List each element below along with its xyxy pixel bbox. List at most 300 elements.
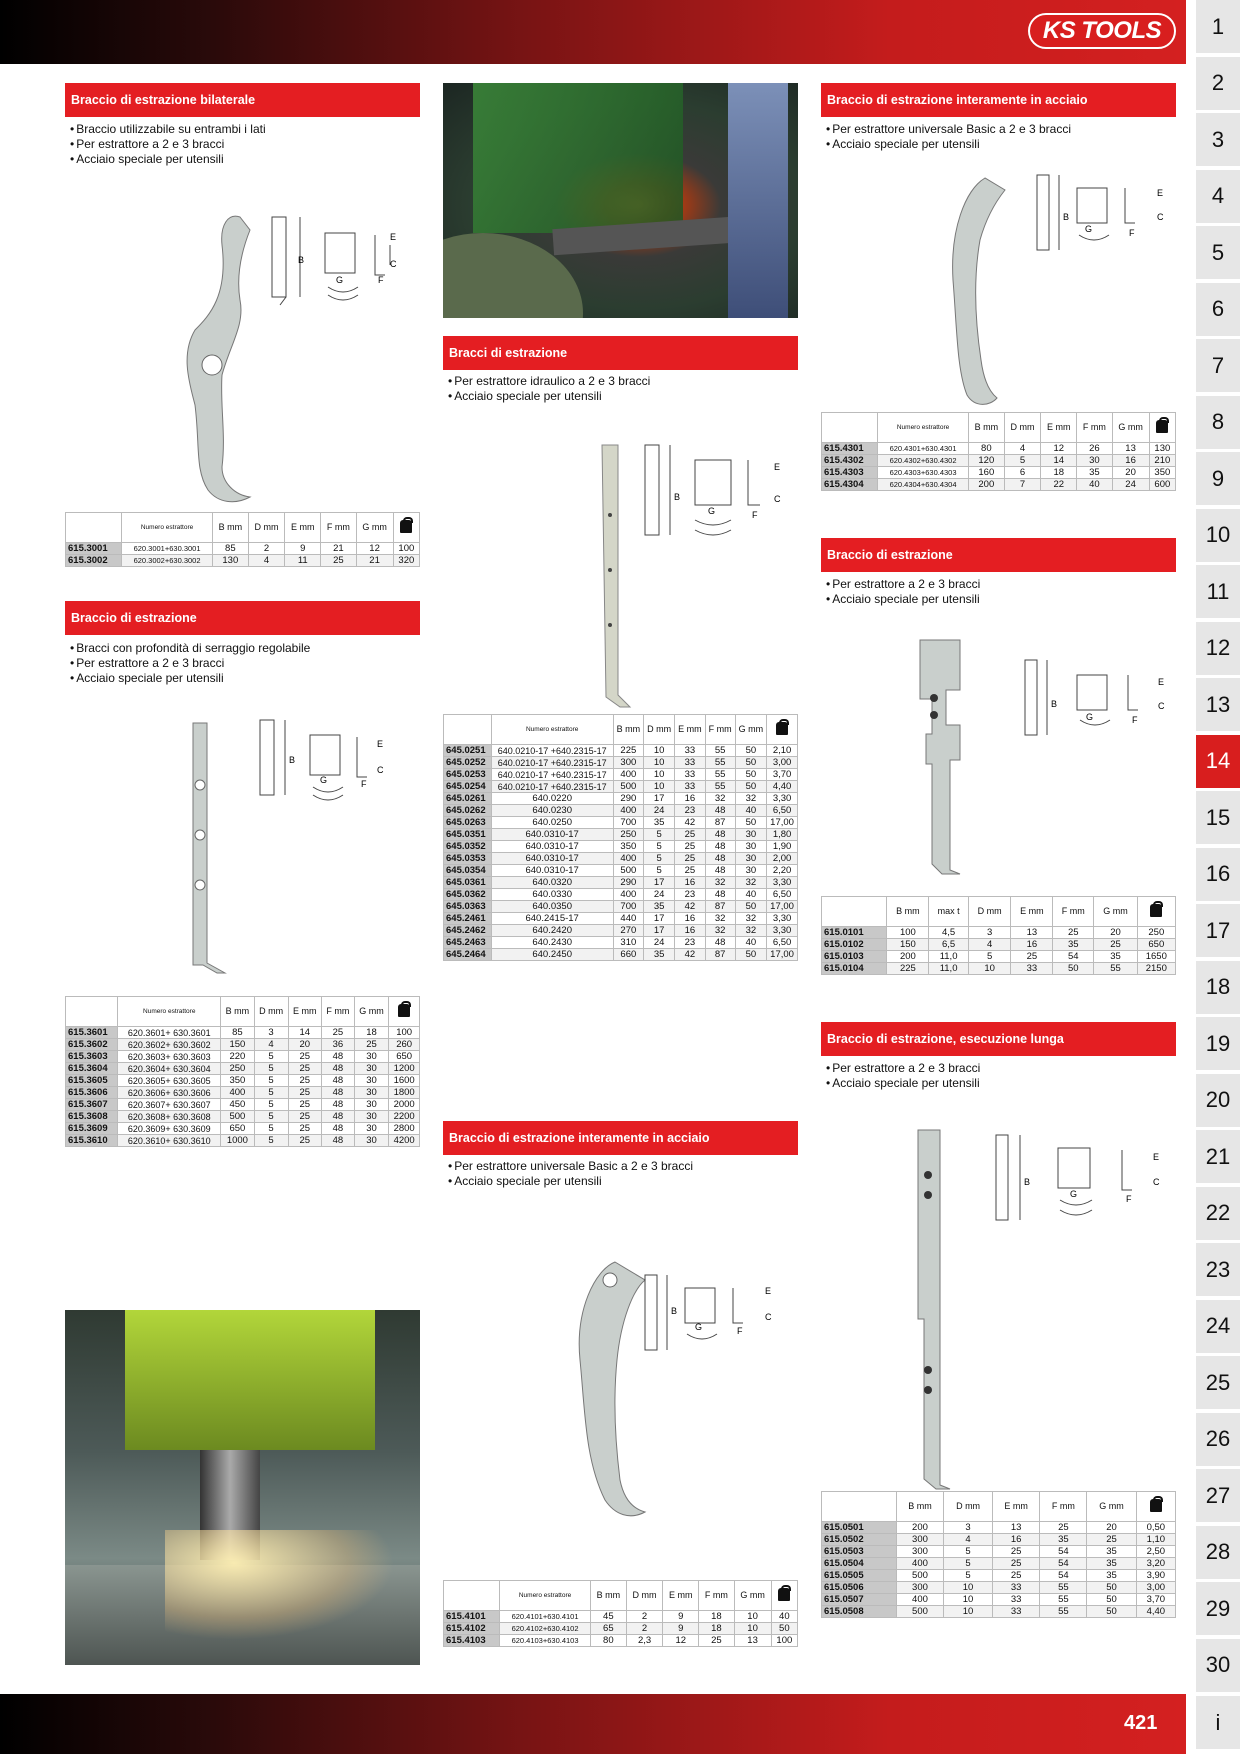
table-cell: 24 (644, 805, 675, 817)
chapter-tab-29[interactable]: 29 (1196, 1582, 1240, 1635)
table-row (66, 1075, 420, 1087)
article-code: 615.4303 (822, 467, 878, 479)
table-cell: 640.0320 (491, 877, 613, 889)
table-cell: 33 (992, 1594, 1040, 1606)
table-cell: 35 (644, 901, 675, 913)
chapter-tab-6[interactable]: 6 (1196, 283, 1240, 336)
table-cell: 25 (288, 1063, 321, 1075)
table-cell: 87 (705, 901, 735, 913)
column-header: F mm (1040, 1492, 1087, 1522)
column-header: D mm (968, 897, 1011, 927)
table-cell: 3,00 (767, 757, 798, 769)
chapter-tab-21[interactable]: 21 (1196, 1130, 1240, 1183)
chapter-tab-i[interactable]: i (1196, 1696, 1240, 1749)
table-cell: 225 (613, 745, 644, 757)
table-cell: 35 (1077, 467, 1112, 479)
dim-label-c: C (1153, 1177, 1160, 1187)
steel-arm-drawing-large (935, 170, 1175, 410)
dim-label-g: G (708, 506, 716, 516)
dim-label-f: F (1132, 715, 1138, 725)
table-cell: 18 (1041, 467, 1077, 479)
chapter-tab-25[interactable]: 25 (1196, 1356, 1240, 1409)
table-cell: 130 (1149, 443, 1175, 455)
dim-label-b: B (674, 492, 681, 502)
chapter-tab-13[interactable]: 13 (1196, 678, 1240, 731)
table-header-row (822, 413, 1176, 443)
table-row (444, 853, 798, 865)
table-cell: 600 (1149, 479, 1175, 491)
chapter-tab-5[interactable]: 5 (1196, 226, 1240, 279)
table-cell: 400 (613, 889, 644, 901)
chapter-tab-16[interactable]: 16 (1196, 848, 1240, 901)
chapter-tab-15[interactable]: 15 (1196, 791, 1240, 844)
table-cell: 12 (663, 1635, 699, 1647)
table-cell: 4 (254, 1039, 288, 1051)
table-cell: 3,90 (1136, 1570, 1175, 1582)
forge-photo (443, 83, 798, 318)
table-cell: 85 (221, 1027, 254, 1039)
table-cell: 500 (896, 1606, 944, 1618)
article-code: 645.2463 (444, 937, 492, 949)
chapter-tab-1[interactable]: 1 (1196, 0, 1240, 53)
column-header (1149, 413, 1175, 443)
table-row (822, 1570, 1176, 1582)
column-header: F mm (1077, 413, 1112, 443)
table-header-row (66, 997, 420, 1027)
table-cell: 35 (1094, 951, 1137, 963)
table-cell: 30 (354, 1135, 389, 1147)
dim-label-g: G (1070, 1189, 1078, 1199)
table-row (822, 467, 1176, 479)
article-code: 615.0501 (822, 1522, 897, 1534)
bullet-list (448, 1159, 693, 1189)
table-cell: 300 (613, 757, 644, 769)
column-header: max t (929, 897, 969, 927)
table-cell: 3 (944, 1522, 993, 1534)
article-code: 645.0262 (444, 805, 492, 817)
table-cell: 25 (675, 829, 706, 841)
spec-table (443, 714, 798, 961)
table-cell: 50 (771, 1623, 797, 1635)
table-row (444, 757, 798, 769)
table-cell: 200 (887, 951, 929, 963)
table-cell: 32 (705, 793, 735, 805)
chapter-tab-12[interactable]: 12 (1196, 622, 1240, 675)
column-header: D mm (626, 1581, 663, 1611)
table-cell: 10 (644, 769, 675, 781)
table-cell: 1200 (389, 1063, 420, 1075)
article-code: 645.0251 (444, 745, 492, 757)
bullet-item: • Acciaio speciale per utensili (448, 1174, 693, 1189)
chapter-tab-17[interactable]: 17 (1196, 904, 1240, 957)
header-blank-cell (822, 897, 887, 927)
table-cell: 20 (1112, 467, 1149, 479)
table-cell: 9 (285, 543, 321, 555)
dim-label-b: B (1024, 1177, 1031, 1187)
table-row (66, 543, 420, 555)
section-title: Braccio di estrazione (65, 601, 420, 635)
column-header: D mm (254, 997, 288, 1027)
table-cell: 32 (735, 925, 767, 937)
chapter-tab-11[interactable]: 11 (1196, 565, 1240, 618)
chapter-tab-2[interactable]: 2 (1196, 57, 1240, 110)
table-cell: 620.3603+ 630.3603 (118, 1051, 221, 1063)
table-row (822, 1606, 1176, 1618)
article-code: 615.0504 (822, 1558, 897, 1570)
table-cell: 25 (288, 1051, 321, 1063)
table-cell: 2,3 (626, 1635, 663, 1647)
long-arm-drawing (900, 1120, 1175, 1490)
dim-label-c: C (377, 765, 384, 775)
table-cell: 33 (992, 1582, 1040, 1594)
table-cell: 200 (896, 1522, 944, 1534)
article-code: 615.0506 (822, 1582, 897, 1594)
article-code: 615.3603 (66, 1051, 118, 1063)
table-cell: 25 (288, 1123, 321, 1135)
column-header: E mm (1011, 897, 1053, 927)
column-header: Numero estrattore (122, 513, 213, 543)
table-cell: 5 (644, 841, 675, 853)
table-cell: 11,0 (929, 951, 969, 963)
table-cell: 16 (675, 793, 706, 805)
table-cell: 55 (1094, 963, 1137, 975)
table-cell: 5 (644, 853, 675, 865)
table-cell: 620.3604+ 630.3604 (118, 1063, 221, 1075)
weight-icon (778, 1588, 790, 1601)
table-cell: 65 (590, 1623, 626, 1635)
table-cell: 30 (1077, 455, 1112, 467)
table-cell: 33 (675, 745, 706, 757)
table-cell: 30 (735, 841, 767, 853)
chapter-tab-8[interactable]: 8 (1196, 396, 1240, 449)
table-row (444, 877, 798, 889)
table-cell: 25 (1087, 1534, 1136, 1546)
dim-label-b: B (289, 755, 296, 765)
weight-icon (776, 722, 788, 735)
article-code: 615.3609 (66, 1123, 118, 1135)
table-cell: 2,50 (1136, 1546, 1175, 1558)
article-code: 645.0254 (444, 781, 492, 793)
table-cell: 400 (896, 1594, 944, 1606)
table-cell: 25 (1040, 1522, 1087, 1534)
table-cell: 220 (221, 1051, 254, 1063)
chapter-tab-24[interactable]: 24 (1196, 1300, 1240, 1353)
table-cell: 6 (1004, 467, 1041, 479)
table-cell: 30 (354, 1051, 389, 1063)
table-cell: 3,30 (767, 877, 798, 889)
table-cell: 660 (613, 949, 644, 961)
table-row (444, 937, 798, 949)
table-row (822, 1582, 1176, 1594)
table-cell: 55 (1040, 1594, 1087, 1606)
dim-label-b: B (1051, 699, 1058, 709)
table-row (444, 829, 798, 841)
table-row (444, 913, 798, 925)
table-cell: 270 (613, 925, 644, 937)
table-row (444, 793, 798, 805)
chapter-tab-10[interactable]: 10 (1196, 509, 1240, 562)
table-cell: 4200 (389, 1135, 420, 1147)
table-cell: 55 (705, 781, 735, 793)
table-cell: 250 (1137, 927, 1175, 939)
spec-table (821, 896, 1176, 975)
chapter-tab-4[interactable]: 4 (1196, 170, 1240, 223)
table-cell: 12 (1041, 443, 1077, 455)
table-cell: 25 (699, 1635, 734, 1647)
column-header: E mm (992, 1492, 1040, 1522)
dim-label-b: B (1063, 212, 1070, 222)
table-cell: 640.0230 (491, 805, 613, 817)
table-cell: 42 (675, 949, 706, 961)
table-cell: 23 (675, 937, 706, 949)
chapter-tab-7[interactable]: 7 (1196, 339, 1240, 392)
table-cell: 620.4304+630.4304 (878, 479, 969, 491)
table-cell: 10 (644, 757, 675, 769)
header-blank-cell (444, 715, 492, 745)
table-cell: 50 (735, 757, 767, 769)
table-cell: 25 (288, 1135, 321, 1147)
table-cell: 640.0330 (491, 889, 613, 901)
table-cell: 2,10 (767, 745, 798, 757)
chapter-tab-20[interactable]: 20 (1196, 1074, 1240, 1127)
bilateral-arm-drawing (150, 205, 400, 510)
table-cell: 18 (699, 1623, 734, 1635)
table-row (66, 1087, 420, 1099)
chapter-tab-26[interactable]: 26 (1196, 1413, 1240, 1466)
table-row (822, 443, 1176, 455)
column-header: G mm (1094, 897, 1137, 927)
table-cell: 400 (613, 853, 644, 865)
dim-label-f: F (752, 510, 758, 520)
table-cell: 50 (735, 769, 767, 781)
table-cell: 640.0310-17 (491, 841, 613, 853)
table-cell: 18 (699, 1611, 734, 1623)
table-cell: 5 (968, 951, 1011, 963)
table-row (66, 1051, 420, 1063)
chapter-tab-22[interactable]: 22 (1196, 1187, 1240, 1240)
chapter-tab-9[interactable]: 9 (1196, 452, 1240, 505)
chapter-tab-28[interactable]: 28 (1196, 1526, 1240, 1579)
article-code: 645.2461 (444, 913, 492, 925)
table-row (444, 901, 798, 913)
article-code: 615.4301 (822, 443, 878, 455)
table-row (444, 745, 798, 757)
table-cell: 5 (944, 1546, 993, 1558)
table-cell: 7 (1004, 479, 1041, 491)
table-cell: 20 (1087, 1522, 1136, 1534)
column-header (393, 513, 419, 543)
header-blank-cell (822, 413, 878, 443)
table-cell: 400 (613, 769, 644, 781)
table-cell: 21 (356, 555, 393, 567)
table-cell: 13 (992, 1522, 1040, 1534)
table-cell: 32 (705, 877, 735, 889)
bullet-item: • Acciaio speciale per utensili (826, 1076, 980, 1091)
table-cell: 4,40 (767, 781, 798, 793)
article-code: 615.4103 (444, 1635, 500, 1647)
bullet-item: • Acciaio speciale per utensili (826, 592, 980, 607)
table-cell: 30 (354, 1075, 389, 1087)
header-blank-cell (66, 997, 118, 1027)
table-cell: 620.3610+ 630.3610 (118, 1135, 221, 1147)
table-cell: 55 (1040, 1582, 1087, 1594)
table-cell: 440 (613, 913, 644, 925)
dim-label-f: F (378, 275, 384, 285)
chapter-tab-30[interactable]: 30 (1196, 1639, 1240, 1692)
table-cell: 620.3605+ 630.3605 (118, 1075, 221, 1087)
table-cell: 25 (992, 1570, 1040, 1582)
bullet-item: • Per estrattore a 2 e 3 bracci (826, 577, 980, 592)
table-cell: 3 (254, 1027, 288, 1039)
table-cell: 3,20 (1136, 1558, 1175, 1570)
section-title: Braccio di estrazione bilaterale (65, 83, 420, 117)
table-cell: 9 (663, 1623, 699, 1635)
table-cell: 5 (644, 865, 675, 877)
table-cell: 10 (968, 963, 1011, 975)
table-cell: 48 (705, 841, 735, 853)
weight-icon (1156, 420, 1168, 433)
table-cell: 650 (389, 1051, 420, 1063)
bullet-item: • Acciaio speciale per utensili (70, 671, 310, 686)
table-cell: 16 (675, 925, 706, 937)
table-cell: 24 (1112, 479, 1149, 491)
column-header (1136, 1492, 1175, 1522)
column-header: B mm (968, 413, 1004, 443)
chapter-tab-3[interactable]: 3 (1196, 113, 1240, 166)
dim-label-e: E (765, 1286, 772, 1296)
table-cell: 5 (254, 1099, 288, 1111)
dim-label-g: G (1085, 224, 1093, 234)
table-row (444, 805, 798, 817)
dim-label-b: B (671, 1306, 678, 1316)
table-row (444, 841, 798, 853)
table-cell: 3,00 (1136, 1582, 1175, 1594)
table-cell: 10 (734, 1623, 771, 1635)
table-cell: 42 (675, 901, 706, 913)
table-cell: 10 (644, 781, 675, 793)
table-cell: 50 (1087, 1594, 1136, 1606)
table-cell: 620.3002+630.3002 (122, 555, 213, 567)
table-cell: 400 (613, 805, 644, 817)
table-cell: 5 (254, 1075, 288, 1087)
table-cell: 210 (1149, 455, 1175, 467)
bullet-item: • Acciaio speciale per utensili (70, 152, 266, 167)
table-cell: 35 (1087, 1546, 1136, 1558)
table-cell: 620.4101+630.4101 (500, 1611, 591, 1623)
chapter-tab-19[interactable]: 19 (1196, 1017, 1240, 1070)
table-cell: 14 (1041, 455, 1077, 467)
table-header-row (822, 897, 1176, 927)
table-cell: 35 (1053, 939, 1094, 951)
dim-label-g: G (320, 775, 328, 785)
table-cell: 30 (354, 1099, 389, 1111)
table-cell: 5 (254, 1051, 288, 1063)
table-cell: 3,30 (767, 913, 798, 925)
column-header: E mm (285, 513, 321, 543)
table-cell: 620.3601+ 630.3601 (118, 1027, 221, 1039)
table-cell: 5 (644, 829, 675, 841)
table-cell: 100 (389, 1027, 420, 1039)
dim-label-g: G (695, 1322, 703, 1332)
table-cell: 30 (354, 1087, 389, 1099)
table-cell: 25 (675, 841, 706, 853)
table-cell: 55 (705, 757, 735, 769)
table-cell: 640.2450 (491, 949, 613, 961)
table-row (66, 1135, 420, 1147)
table-cell: 33 (675, 757, 706, 769)
article-code: 645.0362 (444, 889, 492, 901)
adjustable-arm-drawing (185, 715, 405, 990)
chapter-tab-18[interactable]: 18 (1196, 961, 1240, 1014)
table-cell: 18 (354, 1027, 389, 1039)
column-header (767, 715, 798, 745)
table-cell: 48 (321, 1075, 354, 1087)
bullet-list (70, 641, 310, 686)
table-row (66, 1123, 420, 1135)
table-cell: 42 (675, 817, 706, 829)
table-row (822, 1534, 1176, 1546)
chapter-tab-14[interactable]: 14 (1196, 735, 1240, 788)
header-blank-cell (66, 513, 122, 543)
table-cell: 22 (1041, 479, 1077, 491)
table-cell: 640.2430 (491, 937, 613, 949)
article-code: 615.0102 (822, 939, 887, 951)
table-cell: 2 (626, 1611, 663, 1623)
table-cell: 35 (1040, 1534, 1087, 1546)
table-row (822, 1546, 1176, 1558)
table-cell: 130 (212, 555, 248, 567)
article-code: 645.2462 (444, 925, 492, 937)
bullet-item: • Bracci con profondità di serraggio regolabile (70, 641, 310, 656)
table-cell: 4 (248, 555, 285, 567)
table-cell: 13 (734, 1635, 771, 1647)
dim-label-e: E (774, 462, 781, 472)
table-cell: 10 (944, 1582, 993, 1594)
table-cell: 87 (705, 949, 735, 961)
table-cell: 640.0210-17 +640.2315-17 (491, 781, 613, 793)
table-cell: 32 (735, 913, 767, 925)
table-cell: 120 (968, 455, 1004, 467)
table-cell: 21 (321, 543, 356, 555)
table-cell: 48 (705, 829, 735, 841)
table-row (822, 1594, 1176, 1606)
table-cell: 290 (613, 877, 644, 889)
column-header: B mm (590, 1581, 626, 1611)
table-cell: 30 (735, 829, 767, 841)
dim-label-c: C (774, 494, 781, 504)
article-code: 645.0252 (444, 757, 492, 769)
table-cell: 55 (705, 745, 735, 757)
table-cell: 48 (321, 1063, 354, 1075)
article-code: 645.0354 (444, 865, 492, 877)
table-cell: 450 (221, 1099, 254, 1111)
column-header: G mm (1112, 413, 1149, 443)
table-cell: 26 (1077, 443, 1112, 455)
table-cell: 48 (705, 865, 735, 877)
column-header (771, 1581, 797, 1611)
spec-table (443, 1580, 798, 1647)
table-cell: 500 (896, 1570, 944, 1582)
chapter-tab-27[interactable]: 27 (1196, 1469, 1240, 1522)
section-title: Braccio di estrazione, esecuzione lunga (821, 1022, 1176, 1056)
bullet-item: • Per estrattore a 2 e 3 bracci (70, 656, 310, 671)
table-cell: 50 (735, 781, 767, 793)
table-cell: 5 (254, 1135, 288, 1147)
table-cell: 10 (944, 1594, 993, 1606)
column-header: B mm (613, 715, 644, 745)
chapter-tab-23[interactable]: 23 (1196, 1243, 1240, 1296)
table-cell: 4,5 (929, 927, 969, 939)
